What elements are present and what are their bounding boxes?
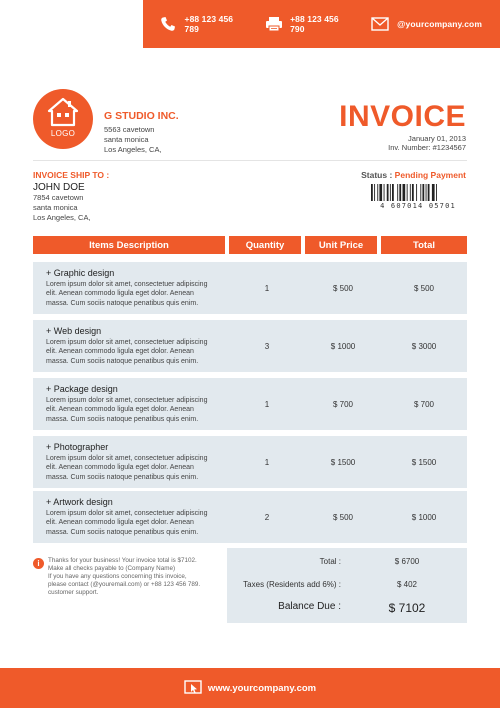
item-text: elit. Aenean commodo ligula eget dolor. Aenean — [46, 406, 194, 414]
table-row — [33, 262, 467, 314]
item-text: Lorem ipsum dolor sit amet, consectetuer adipiscing — [46, 509, 208, 517]
status-label: Status : — [361, 170, 393, 180]
fax-number: +88 123 456 790 — [290, 14, 339, 34]
item-text: elit. Aenean commodo ligula eget dolor. Aenean — [46, 464, 194, 472]
company-address-line: Los Angeles, CA, — [104, 145, 162, 154]
note-line: Make all checks payable to (Company Name) — [48, 565, 176, 572]
house-icon — [47, 97, 79, 132]
item-title: + Artwork design — [46, 496, 113, 507]
item-text: massa. Cum sociis natoque penatibus quis enim. — [46, 299, 199, 307]
invoice-date: January 01, 2013 — [408, 134, 466, 143]
summary-due-row — [227, 601, 467, 615]
item-description — [33, 442, 229, 483]
item-title: + Graphic design — [46, 267, 115, 278]
item-text: massa. Cum sociis natoque penatibus quis enim. — [46, 473, 199, 481]
footer-bar — [0, 668, 500, 708]
item-quantity: 1 — [264, 457, 270, 467]
item-quantity: 3 — [264, 341, 270, 351]
barcode-number: 4 607014 05701 — [380, 202, 456, 210]
item-description — [33, 384, 229, 425]
company-address-line: santa monica — [104, 135, 149, 144]
item-total: $ 3000 — [411, 341, 437, 351]
customer-address-line: 7854 cavetown — [33, 193, 84, 202]
header-total: Total — [381, 236, 467, 254]
item-quantity: 1 — [264, 399, 270, 409]
customer-address-line: santa monica — [33, 203, 78, 212]
summary-total-label: Total : — [319, 557, 341, 566]
contact-bar — [143, 0, 500, 48]
header-items-description: Items Description — [33, 236, 225, 254]
contact-phone[interactable] — [158, 13, 246, 35]
barcode — [370, 184, 466, 210]
invoice-summary — [227, 548, 467, 623]
summary-total-value: $ 6700 — [394, 557, 420, 566]
logo-text: LOGO — [50, 129, 76, 138]
thank-you-note — [33, 557, 223, 597]
item-title: + Web design — [46, 325, 102, 336]
item-total: $ 500 — [413, 283, 435, 293]
note-line: Thanks for your business! Your invoice total is $7102. — [48, 557, 197, 564]
table-row — [33, 378, 467, 430]
item-text: elit. Aenean commodo ligula eget dolor. Aenean — [46, 519, 194, 527]
invoice-number: Inv. Number: #1234567 — [388, 143, 466, 152]
summary-tax-row — [227, 580, 467, 589]
company-address-line: 5563 cavetown — [104, 125, 155, 134]
item-description — [33, 268, 229, 309]
company-info — [104, 110, 179, 155]
item-text: massa. Cum sociis natoque penatibus quis enim. — [46, 528, 199, 536]
table-row — [33, 436, 467, 488]
mail-icon — [369, 13, 391, 35]
item-description — [33, 326, 229, 367]
item-text: Lorem ipsum dolor sit amet, consectetuer adipiscing — [46, 396, 208, 404]
item-title: + Package design — [46, 383, 118, 394]
payment-status — [361, 170, 466, 180]
header-divider — [33, 160, 467, 161]
item-unit-price: $ 700 — [332, 399, 354, 409]
customer-name: JOHN DOE — [33, 182, 85, 193]
item-text: elit. Aenean commodo ligula eget dolor. Aenean — [46, 348, 194, 356]
item-text: Lorem ipsum dolor sit amet, consectetuer adipiscing — [46, 338, 208, 346]
note-text — [48, 557, 200, 597]
contact-email[interactable] — [369, 13, 482, 35]
note-line: If you have any questions concerning this invoice, — [48, 573, 187, 580]
summary-tax-value: $ 402 — [396, 580, 418, 589]
item-text: elit. Aenean commodo ligula eget dolor. Aenean — [46, 290, 194, 298]
balance-due-value: $ 7102 — [388, 601, 426, 615]
phone-number: +88 123 456 789 — [184, 14, 234, 34]
item-text: Lorem ipsum dolor sit amet, consectetuer adipiscing — [46, 280, 208, 288]
item-unit-price: $ 500 — [332, 283, 354, 293]
item-unit-price: $ 1500 — [330, 457, 356, 467]
note-line: customer support. — [48, 589, 99, 596]
email-address: @yourcompany.com — [397, 19, 482, 29]
table-header — [33, 236, 467, 254]
info-icon: i — [33, 558, 44, 569]
phone-icon — [158, 13, 179, 35]
item-total: $ 1000 — [411, 512, 437, 522]
company-logo — [33, 89, 93, 149]
web-cursor-icon — [184, 679, 202, 697]
company-name: G STUDIO INC. — [104, 110, 179, 122]
summary-tax-label: Taxes (Residents add 6%) : — [243, 580, 341, 589]
barcode-bars — [370, 184, 466, 201]
note-line: please contact (@youremail.com) or +88 123 456 789. — [48, 581, 201, 588]
customer-address-line: Los Angeles, CA, — [33, 213, 91, 222]
contact-fax[interactable] — [264, 13, 352, 35]
summary-total-row — [227, 557, 467, 566]
item-total: $ 1500 — [411, 457, 437, 467]
header-quantity: Quantity — [229, 236, 301, 254]
table-row — [33, 491, 467, 543]
fax-icon — [264, 13, 285, 35]
item-quantity: 2 — [264, 512, 270, 522]
status-value: Pending Payment — [394, 170, 466, 180]
item-total: $ 700 — [413, 399, 435, 409]
website-link[interactable]: www.yourcompany.com — [207, 682, 317, 694]
item-title: + Photographer — [46, 441, 109, 452]
item-text: massa. Cum sociis natoque penatibus quis enim. — [46, 415, 199, 423]
item-quantity: 1 — [264, 283, 270, 293]
ship-to — [33, 170, 109, 223]
item-unit-price: $ 1000 — [330, 341, 356, 351]
item-unit-price: $ 500 — [332, 512, 354, 522]
ship-to-label: INVOICE SHIP TO : — [33, 170, 110, 180]
balance-due-label: Balance Due : — [278, 601, 341, 612]
table-row — [33, 320, 467, 372]
item-text: massa. Cum sociis natoque penatibus quis enim. — [46, 357, 199, 365]
invoice-title: INVOICE — [339, 100, 466, 133]
item-description — [33, 497, 229, 538]
item-text: Lorem ipsum dolor sit amet, consectetuer adipiscing — [46, 454, 208, 462]
header-unit-price: Unit Price — [305, 236, 377, 254]
